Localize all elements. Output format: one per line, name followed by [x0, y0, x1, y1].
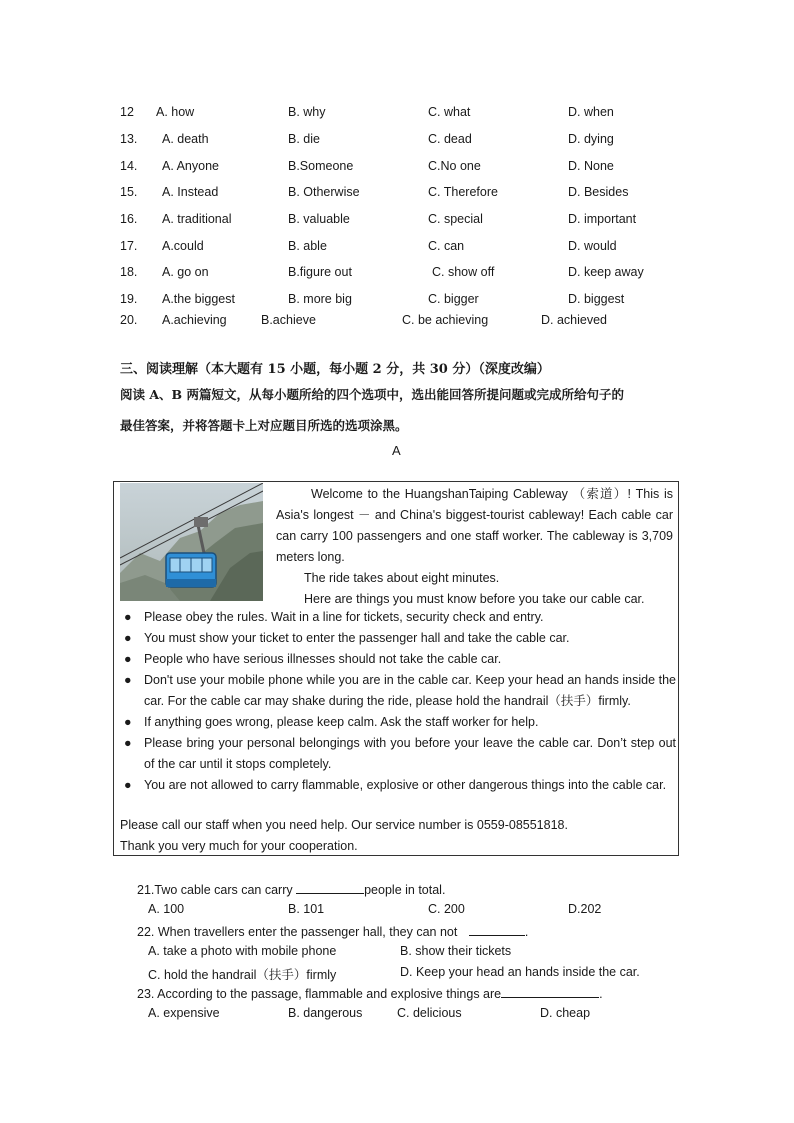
- option-a: A.achieving: [162, 313, 227, 327]
- section-instruction-line1: 阅读 A、B 两篇短文，从每小题所给的四个选项中，选出能回答所提问题或完成所给句子的: [120, 387, 624, 402]
- bullet-icon: ●: [124, 715, 132, 729]
- option-a: A. traditional: [162, 212, 232, 226]
- option-a: A. expensive: [148, 1006, 220, 1020]
- option-d: D.202: [568, 902, 602, 916]
- stem-text: 21.Two cable cars can carry: [137, 883, 297, 897]
- mcq-row: [0, 239, 794, 257]
- answer-blank: [501, 985, 599, 998]
- option-a: A. death: [162, 132, 209, 146]
- option-b: B. able: [288, 239, 327, 253]
- answer-blank: [296, 881, 364, 894]
- passage-box: [113, 481, 679, 856]
- section-instruction-line2: 最佳答案，并将答题卡上对应题目所选的选项涂黑。: [120, 418, 408, 433]
- bullet-icon: ●: [124, 652, 132, 666]
- bullet-icon: ●: [124, 736, 132, 750]
- option-d: D. Keep your head an hands inside the car.: [400, 965, 640, 979]
- cable-car-photo: [120, 483, 263, 601]
- option-d: D. dying: [568, 132, 614, 146]
- bullet-icon: ●: [124, 673, 132, 687]
- question-number: 17.: [120, 239, 138, 253]
- option-c: C. delicious: [397, 1006, 462, 1020]
- option-a: A. go on: [162, 265, 209, 279]
- stem-text: 22. When travellers enter the passenger hall, they can not: [137, 925, 461, 939]
- option-b: B. more big: [288, 292, 352, 306]
- option-d: D. achieved: [541, 313, 608, 327]
- rule-item: [120, 670, 676, 712]
- option-b: B. valuable: [288, 212, 350, 226]
- stem-text: 23. According to the passage, flammable and explosive things are: [137, 987, 502, 1001]
- option-c: C. Therefore: [428, 185, 498, 199]
- option-d: D. keep away: [568, 265, 644, 279]
- question-23-options: [0, 1006, 794, 1024]
- option-b: B. Otherwise: [288, 185, 360, 199]
- stem-text: .: [599, 987, 603, 1001]
- rule-item: [120, 775, 676, 796]
- stem-text: people in total.: [364, 883, 446, 897]
- answer-blank: [469, 923, 525, 936]
- option-a: A. 100: [148, 902, 185, 916]
- option-d: D. important: [568, 212, 637, 226]
- option-a: A. Instead: [162, 185, 219, 199]
- question-number: 12: [120, 105, 134, 119]
- option-d: D. biggest: [568, 292, 625, 306]
- option-d: D. cheap: [540, 1006, 591, 1020]
- rules-list: [120, 607, 676, 796]
- rule-text: You are not allowed to carry flammable, explosive or other dangerous things into the cable car.: [144, 778, 667, 792]
- option-a: A. how: [156, 105, 195, 119]
- rule-text: Please obey the rules. Wait in a line for tickets, security check and entry.: [144, 610, 544, 624]
- stem-text: .: [524, 925, 529, 939]
- option-b: B.Someone: [288, 159, 354, 173]
- rule-text: If anything goes wrong, please keep calm. Ask the staff worker for help.: [144, 715, 539, 729]
- option-d: D. None: [568, 159, 614, 173]
- option-b: B. dangerous: [288, 1006, 363, 1020]
- option-a: A.could: [162, 239, 204, 253]
- thanks-line: Thank you very much for your cooperation.: [120, 839, 358, 853]
- passage-intro: [276, 484, 673, 610]
- mcq-row: [0, 212, 794, 230]
- option-a: A.the biggest: [162, 292, 235, 306]
- mcq-row: [0, 313, 794, 331]
- option-b: B. die: [288, 132, 320, 146]
- bullet-icon: ●: [124, 778, 132, 792]
- option-c: C. what: [428, 105, 471, 119]
- option-c: C. can: [428, 239, 465, 253]
- question-22-stem: [137, 923, 528, 939]
- option-b: B.achieve: [261, 313, 316, 327]
- option-c: C. show off: [432, 265, 495, 279]
- rule-item: [120, 607, 676, 628]
- question-22-options-row2: [0, 965, 794, 983]
- option-c: C. dead: [428, 132, 472, 146]
- rule-item: [120, 649, 676, 670]
- option-c: C. 200: [428, 902, 465, 916]
- bullet-icon: ●: [124, 631, 132, 645]
- option-c: C.No one: [428, 159, 481, 173]
- rule-text: Don't use your mobile phone while you are in the cable car. Keep your head an hands inside the car. For the cable car may shake during the ride, please hold the handrail（扶手）firmly.: [144, 673, 676, 708]
- section-title: 三、阅读理解（本大题有 15 小题，每小题 2 分，共 30 分）（深度改编）: [120, 362, 550, 377]
- rule-item: [120, 733, 676, 775]
- question-number: 15.: [120, 185, 138, 199]
- mcq-row: [0, 265, 794, 283]
- option-c: C. hold the handrail（扶手）firmly: [148, 968, 337, 982]
- option-d: D. when: [568, 105, 614, 119]
- question-number: 19.: [120, 292, 138, 306]
- question-number: 13.: [120, 132, 138, 146]
- mcq-row: [0, 185, 794, 203]
- rule-text: People who have serious illnesses should not take the cable car.: [144, 652, 502, 666]
- rule-item: [120, 712, 676, 733]
- option-c: C. bigger: [428, 292, 479, 306]
- option-b: B.figure out: [288, 265, 352, 279]
- passage-footer: [120, 815, 676, 857]
- option-b: B. why: [288, 105, 326, 119]
- mcq-row: [0, 159, 794, 177]
- contact-line: Please call our staff when you need help. Our service number is 0559-08551818.: [120, 818, 568, 832]
- option-c: C. be achieving: [402, 313, 489, 327]
- question-23-stem: [137, 985, 603, 1001]
- option-d: D. Besides: [568, 185, 629, 199]
- question-number: 14.: [120, 159, 138, 173]
- question-number: 18.: [120, 265, 138, 279]
- mcq-row: [0, 105, 794, 123]
- ride-paragraph: The ride takes about eight minutes.: [304, 571, 500, 585]
- option-a: A. Anyone: [162, 159, 219, 173]
- passage-label: A: [392, 443, 401, 458]
- things-paragraph: Here are things you must know before you take our cable car.: [304, 592, 645, 606]
- option-b: B. 101: [288, 902, 325, 916]
- question-21-stem: [137, 881, 445, 897]
- question-number: 16.: [120, 212, 138, 226]
- mcq-row: [0, 292, 794, 310]
- question-21-options: [0, 902, 794, 920]
- option-a: A. take a photo with mobile phone: [148, 944, 337, 958]
- question-number: 20.: [120, 313, 138, 327]
- option-c: C. special: [428, 212, 483, 226]
- question-22-options-row1: [0, 944, 794, 962]
- option-d: D. would: [568, 239, 617, 253]
- rule-text: Please bring your personal belongings with you before your leave the cable car. Don’t step out of the car until it stops completely.: [144, 736, 676, 771]
- rule-text: You must show your ticket to enter the passenger hall and take the cable car.: [144, 631, 570, 645]
- rule-item: [120, 628, 676, 649]
- option-b: B. show their tickets: [400, 944, 512, 958]
- bullet-icon: ●: [124, 610, 132, 624]
- mcq-row: [0, 132, 794, 150]
- intro-paragraph: Welcome to the HuangshanTaiping Cableway （索道）! This is Asia's longest － and China's biggest-tourist cableway! Each cable car can carry 100 passengers and one staff worker. The cableway is 3,709 meters long.: [276, 487, 673, 564]
